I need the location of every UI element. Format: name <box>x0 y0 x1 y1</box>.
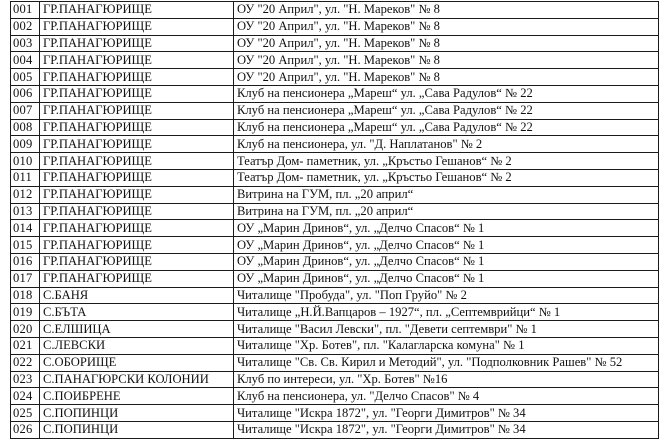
section-code-cell: 007 <box>11 102 40 119</box>
settlement-cell: С.ЛЕВСКИ <box>40 337 234 354</box>
table-row <box>11 237 659 254</box>
address-cell: Читалище "Васил Левски", пл. "Девети септември" № 1 <box>234 321 659 338</box>
address-cell: Клуб по интереси, ул. "Хр. Ботев" №16 <box>234 371 659 388</box>
section-code-cell: 010 <box>11 153 40 170</box>
table-row <box>11 220 659 237</box>
table-row <box>11 2 659 19</box>
section-code-cell: 019 <box>11 304 40 321</box>
table-row <box>11 287 659 304</box>
settlement-cell: ГР.ПАНАГЮРИЩЕ <box>40 220 234 237</box>
settlement-cell: ГР.ПАНАГЮРИЩЕ <box>40 52 234 69</box>
table-row <box>11 337 659 354</box>
table-row <box>11 371 659 388</box>
section-code-cell: 001 <box>11 2 40 19</box>
settlement-cell: ГР.ПАНАГЮРИЩЕ <box>40 119 234 136</box>
address-cell: ОУ "20 Април", ул. "Н. Мареков" № 8 <box>234 52 659 69</box>
section-code-cell: 020 <box>11 321 40 338</box>
settlement-cell: ГР.ПАНАГЮРИЩЕ <box>40 270 234 287</box>
address-cell: Клуб на пенсионера „Мареш“ ул. „Сава Радулов“ № 22 <box>234 119 659 136</box>
section-code-cell: 022 <box>11 354 40 371</box>
address-cell: Клуб на пенсионера „Мареш“ ул. „Сава Радулов“ № 22 <box>234 85 659 102</box>
settlement-cell: С.ЕЛШИЦА <box>40 321 234 338</box>
settlement-cell: С.БЪТА <box>40 304 234 321</box>
settlement-cell: ГР.ПАНАГЮРИЩЕ <box>40 153 234 170</box>
section-code-cell: 016 <box>11 253 40 270</box>
address-cell: ОУ „Марин Дринов“, ул. „Делчо Спасов“ № 1 <box>234 270 659 287</box>
section-code-cell: 009 <box>11 136 40 153</box>
table-row <box>11 18 659 35</box>
address-cell: Читалище "Искра 1872", ул. "Георги Димитров" № 34 <box>234 405 659 422</box>
settlement-cell: ГР.ПАНАГЮРИЩЕ <box>40 102 234 119</box>
table-row <box>11 203 659 220</box>
section-code-cell: 002 <box>11 18 40 35</box>
address-cell: Читалище „Н.Й.Вапцаров – 1927“, пл. „Септемврийци“ № 1 <box>234 304 659 321</box>
address-cell: ОУ „Марин Дринов“, ул. „Делчо Спасов“ № 1 <box>234 220 659 237</box>
section-code-cell: 005 <box>11 69 40 86</box>
polling-stations-document <box>10 1 658 437</box>
settlement-cell: ГР.ПАНАГЮРИЩЕ <box>40 253 234 270</box>
address-cell: Читалище "Искра 1872", ул. "Георги Димитров" № 34 <box>234 421 659 438</box>
address-cell: ОУ "20 Април", ул. "Н. Мареков" № 8 <box>234 69 659 86</box>
table-row <box>11 69 659 86</box>
address-cell: Витрина на ГУМ, пл. „20 април“ <box>234 186 659 203</box>
address-cell: ОУ „Марин Дринов“, ул. „Делчо Спасов“ № 1 <box>234 237 659 254</box>
address-cell: Витрина на ГУМ, пл. „20 април“ <box>234 203 659 220</box>
address-cell: Читалище "Св. Св. Кирил и Методий", ул. "Подполковник Рашев" № 52 <box>234 354 659 371</box>
table-row <box>11 102 659 119</box>
section-code-cell: 023 <box>11 371 40 388</box>
table-row <box>11 354 659 371</box>
section-code-cell: 003 <box>11 35 40 52</box>
settlement-cell: ГР.ПАНАГЮРИЩЕ <box>40 2 234 19</box>
table-row <box>11 52 659 69</box>
address-cell: Клуб на пенсионера, ул. "Д. Наплатанов" № 2 <box>234 136 659 153</box>
address-cell: ОУ "20 Април", ул. "Н. Мареков" № 8 <box>234 18 659 35</box>
table-row <box>11 321 659 338</box>
settlement-cell: С.ОБОРИЩЕ <box>40 354 234 371</box>
table-row <box>11 304 659 321</box>
table-row <box>11 136 659 153</box>
settlement-cell: ГР.ПАНАГЮРИЩЕ <box>40 85 234 102</box>
address-cell: Читалище "Хр. Ботев", пл. "Калагларска комуна" № 1 <box>234 337 659 354</box>
address-cell: Клуб на пенсионера „Мареш“ ул. „Сава Радулов“ № 22 <box>234 102 659 119</box>
address-cell: ОУ „Марин Дринов“, ул. „Делчо Спасов“ № 1 <box>234 253 659 270</box>
settlement-cell: ГР.ПАНАГЮРИЩЕ <box>40 69 234 86</box>
settlement-cell: ГР.ПАНАГЮРИЩЕ <box>40 203 234 220</box>
settlement-cell: ГР.ПАНАГЮРИЩЕ <box>40 18 234 35</box>
section-code-cell: 024 <box>11 388 40 405</box>
section-code-cell: 008 <box>11 119 40 136</box>
table-row <box>11 153 659 170</box>
section-code-cell: 021 <box>11 337 40 354</box>
section-code-cell: 014 <box>11 220 40 237</box>
address-cell: Театър Дом- паметник, ул. „Кръстьо Гешанов“ № 2 <box>234 169 659 186</box>
settlement-cell: ГР.ПАНАГЮРИЩЕ <box>40 186 234 203</box>
settlement-cell: ГР.ПАНАГЮРИЩЕ <box>40 237 234 254</box>
table-row <box>11 35 659 52</box>
section-code-cell: 011 <box>11 169 40 186</box>
settlement-cell: ГР.ПАНАГЮРИЩЕ <box>40 169 234 186</box>
section-code-cell: 004 <box>11 52 40 69</box>
polling-stations-table <box>10 1 659 439</box>
settlement-cell: С.ПОПИНЦИ <box>40 405 234 422</box>
settlement-cell: С.ПОПИНЦИ <box>40 421 234 438</box>
address-cell: ОУ "20 Април", ул. "Н. Мареков" № 8 <box>234 35 659 52</box>
address-cell: Читалище "Пробуда", ул. "Поп Груйо" № 2 <box>234 287 659 304</box>
table-row <box>11 405 659 422</box>
section-code-cell: 012 <box>11 186 40 203</box>
settlement-cell: С.ПОИБРЕНЕ <box>40 388 234 405</box>
table-row <box>11 119 659 136</box>
table-row <box>11 253 659 270</box>
table-row <box>11 270 659 287</box>
settlement-cell: С.ПАНАГЮРСКИ КОЛОНИИ <box>40 371 234 388</box>
section-code-cell: 013 <box>11 203 40 220</box>
table-row <box>11 388 659 405</box>
table-body <box>11 2 659 439</box>
address-cell: Клуб на пенсионера, ул. "Делчо Спасов" № 4 <box>234 388 659 405</box>
table-row <box>11 169 659 186</box>
section-code-cell: 025 <box>11 405 40 422</box>
address-cell: Театър Дом- паметник, ул. „Кръстьо Гешанов“ № 2 <box>234 153 659 170</box>
section-code-cell: 006 <box>11 85 40 102</box>
table-row <box>11 186 659 203</box>
table-row <box>11 85 659 102</box>
table-row <box>11 421 659 438</box>
settlement-cell: С.БАНЯ <box>40 287 234 304</box>
section-code-cell: 017 <box>11 270 40 287</box>
address-cell: ОУ "20 Април", ул. "Н. Мареков" № 8 <box>234 2 659 19</box>
section-code-cell: 026 <box>11 421 40 438</box>
section-code-cell: 018 <box>11 287 40 304</box>
section-code-cell: 015 <box>11 237 40 254</box>
settlement-cell: ГР.ПАНАГЮРИЩЕ <box>40 136 234 153</box>
settlement-cell: ГР.ПАНАГЮРИЩЕ <box>40 35 234 52</box>
